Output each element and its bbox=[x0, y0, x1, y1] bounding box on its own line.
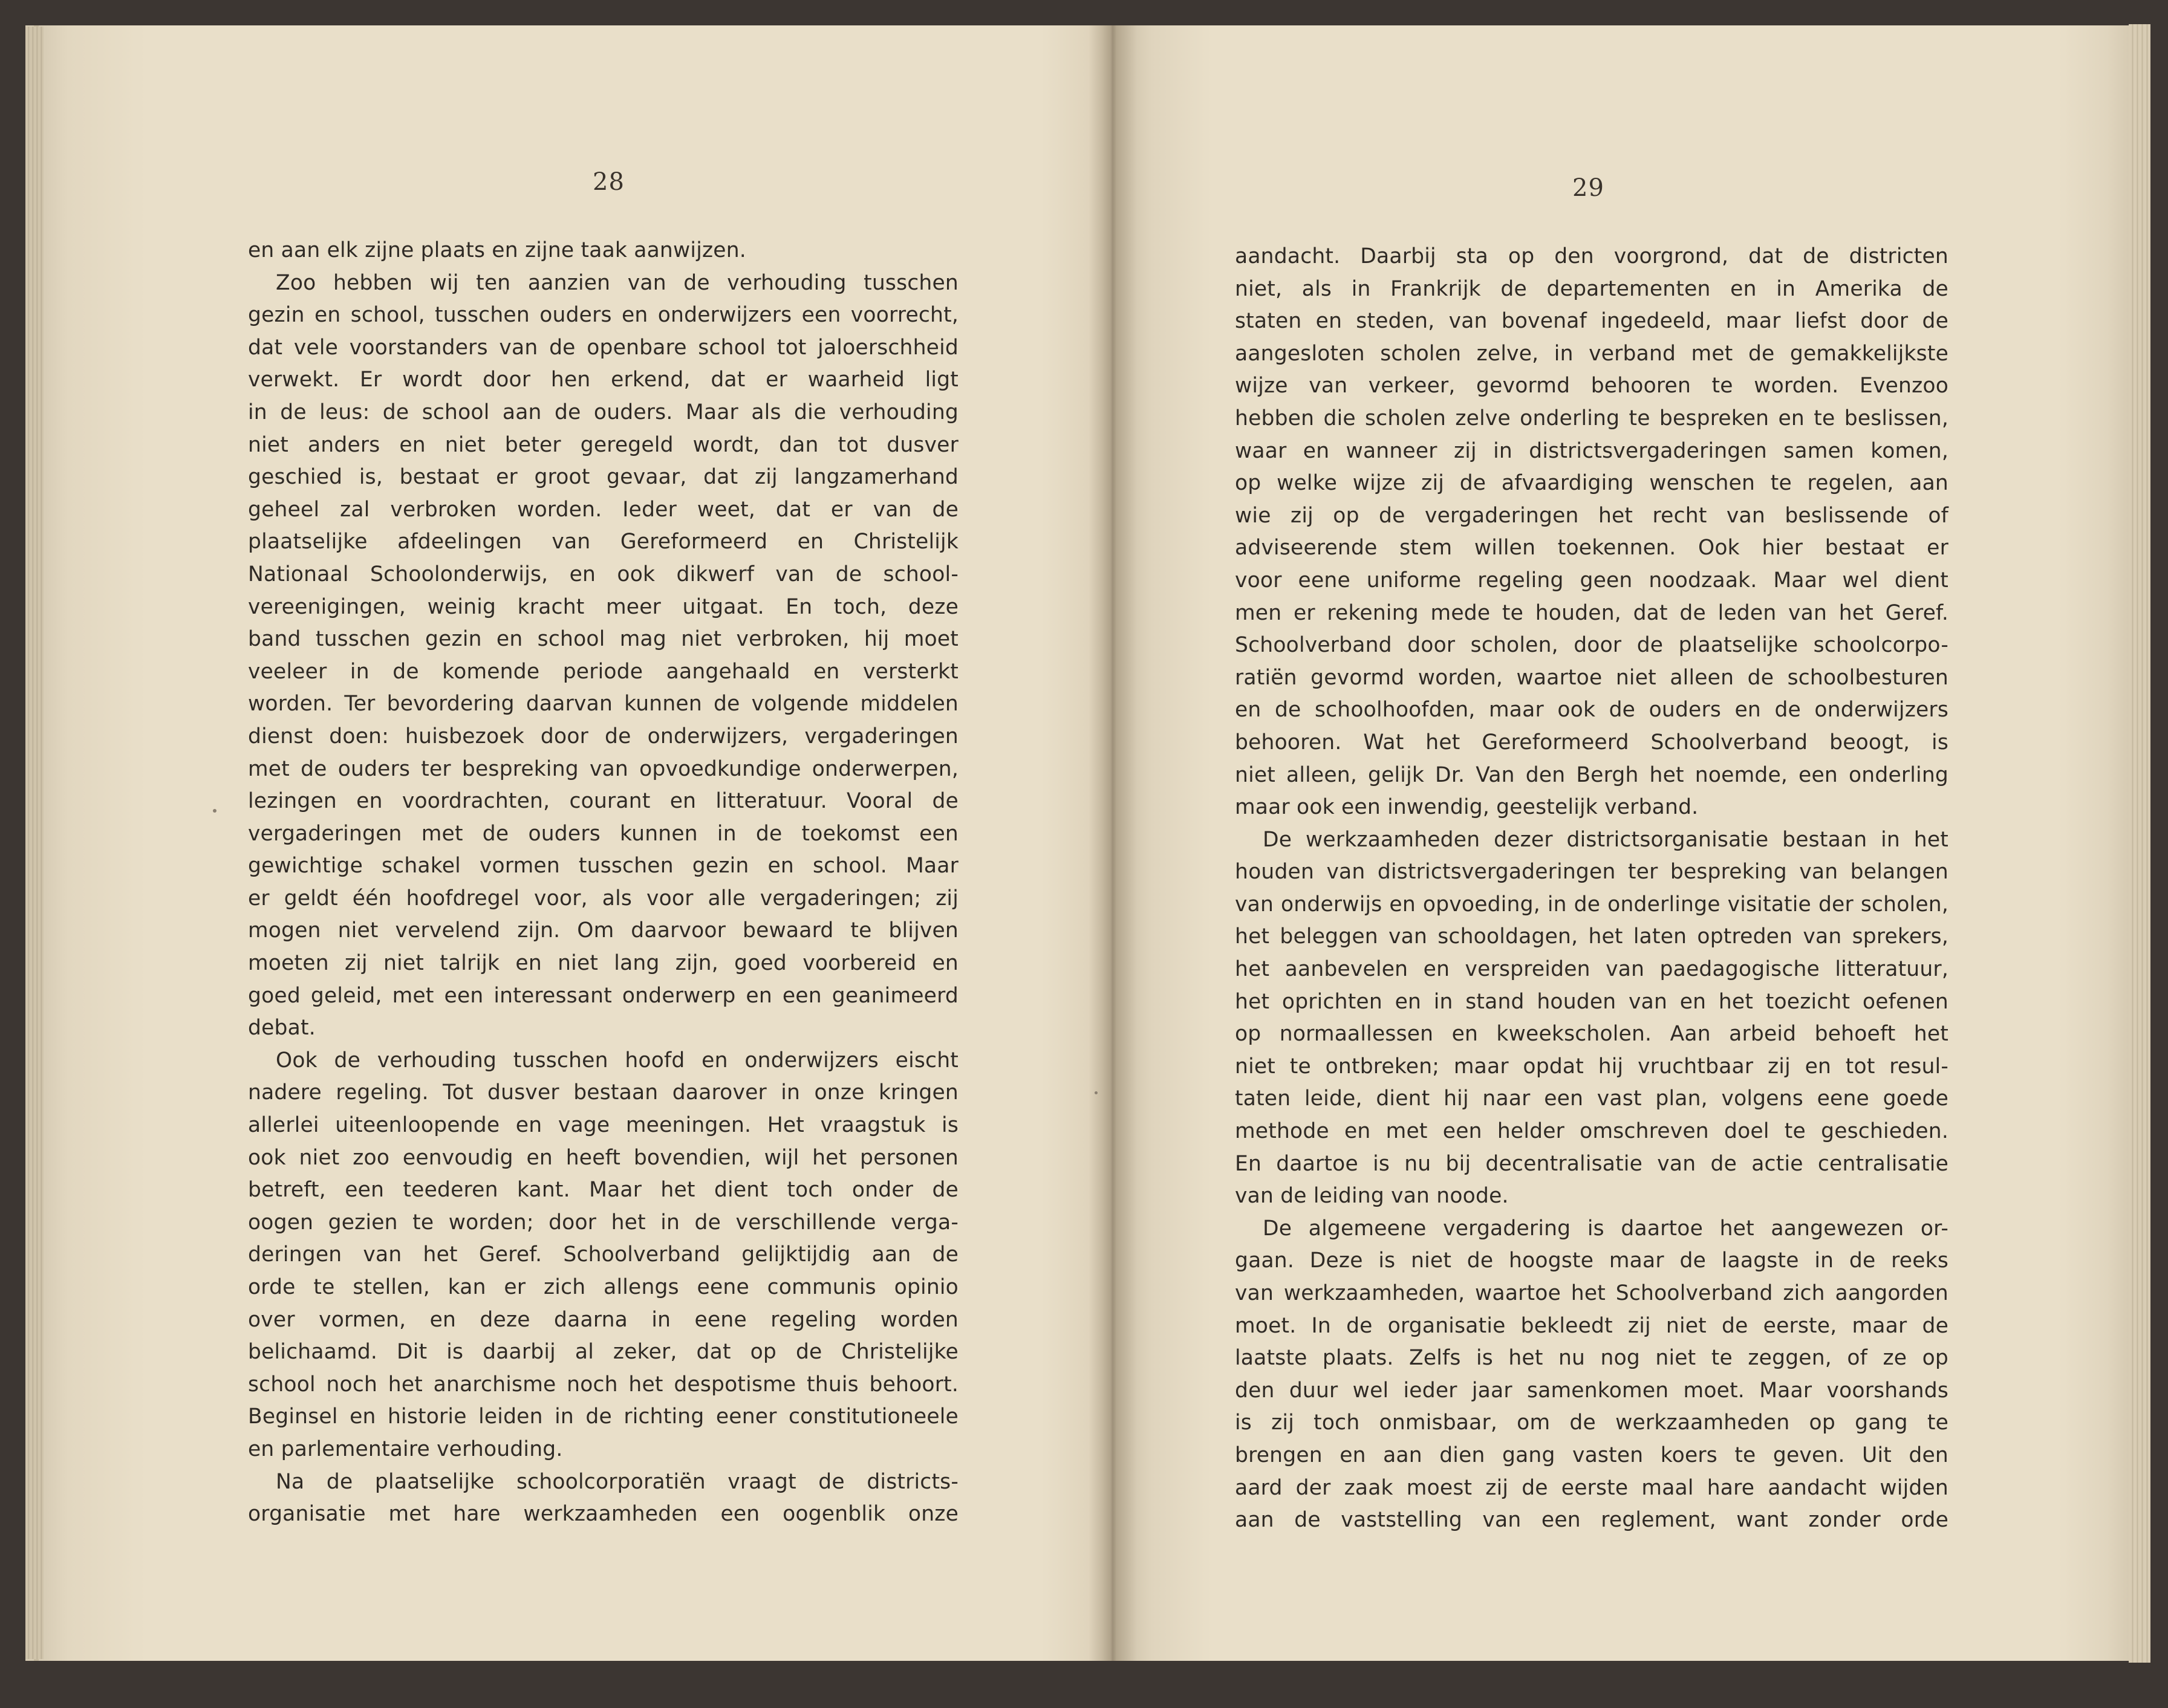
text-line: Nationaal Schoolonderwijs, en ook dikwerf van de school- bbox=[248, 562, 959, 586]
text-line: over vormen, en deze daarna in eene regeling worden bbox=[248, 1307, 959, 1332]
text-line: vergaderingen met de ouders kunnen in de toekomst een bbox=[248, 821, 959, 846]
text-line: brengen en aan dien gang vasten koers te geven. Uit den bbox=[1235, 1443, 1948, 1467]
left-page-edges bbox=[25, 27, 44, 1659]
text-line: gaan. Deze is niet de hoogste maar de laagste in de reeks bbox=[1235, 1249, 1948, 1273]
left-page-text bbox=[248, 235, 959, 1531]
right-page-number: 29 bbox=[1572, 174, 1604, 202]
text-line: worden. Ter bevordering daarvan kunnen de volgende middelen bbox=[248, 692, 959, 716]
text-line: gewichtige schakel vormen tusschen gezin en school. Maar bbox=[248, 854, 959, 878]
text-line: nadere regeling. Tot dusver bestaan daarover in onze kringen bbox=[248, 1080, 959, 1105]
text-line: lezingen en voordrachten, courant en litteratuur. Vooral de bbox=[248, 789, 959, 814]
text-line: men er rekening mede te houden, dat de leden van het Geref. bbox=[1235, 600, 1948, 625]
book-gutter bbox=[1089, 25, 1137, 1661]
text-line: het aanbevelen en verspreiden van paedagogische litteratuur, bbox=[1235, 957, 1948, 982]
text-line: en aan elk zijne plaats en zijne taak aanwijzen. bbox=[248, 238, 746, 262]
text-line: mogen niet vervelend zijn. Om daarvoor bewaard te blijven bbox=[248, 918, 959, 943]
text-line: hebben die scholen zelve onderling te bespreken en te beslissen, bbox=[1235, 406, 1948, 430]
text-line: den duur wel ieder jaar samenkomen moet. Maar voorshands bbox=[1235, 1378, 1948, 1403]
text-line: belichaamd. Dit is daarbij al zeker, dat op de Christelijke bbox=[248, 1340, 959, 1365]
text-line: aan de vaststelling van een reglement, want zonder orde bbox=[1235, 1508, 1948, 1533]
text-line: Schoolverband door scholen, door de plaatselijke schoolcorpo- bbox=[1235, 633, 1948, 658]
text-line: en parlementaire verhouding. bbox=[248, 1437, 563, 1461]
text-line: De algemeene vergadering is daartoe het aangewezen or- bbox=[1263, 1216, 1948, 1241]
text-line: debat. bbox=[248, 1016, 316, 1041]
text-line: aard der zaak moest zij de eerste maal hare aandacht wijden bbox=[1235, 1475, 1948, 1500]
text-line: dienst doen: huisbezoek door de onderwijzers, vergaderingen bbox=[248, 724, 959, 748]
text-line: met de ouders ter bespreking van opvoedkundige onderwerpen, bbox=[248, 756, 959, 781]
text-line: is zij toch onmisbaar, om de werkzaamheden op gang te bbox=[1235, 1411, 1948, 1435]
text-line: taten leide, dient hij naar een vast plan, volgens eene goede bbox=[1235, 1086, 1948, 1111]
text-line: school noch het anarchisme noch het despotisme thuis behoort. bbox=[248, 1372, 959, 1397]
text-line: betreft, een teederen kant. Maar het dient toch onder de bbox=[248, 1178, 959, 1203]
text-line: vereenigingen, weinig kracht meer uitgaat. En toch, deze bbox=[248, 594, 959, 619]
text-line: allerlei uiteenloopende en vage meeningen. Het vraagstuk is bbox=[248, 1113, 959, 1138]
text-line: adviseerende stem willen toekennen. Ook hier bestaat er bbox=[1235, 536, 1948, 560]
text-line: van werkzaamheden, waartoe het Schoolverband zich aangorden bbox=[1235, 1281, 1948, 1305]
text-line: wijze van verkeer, gevormd behooren te worden. Evenzoo bbox=[1235, 374, 1948, 398]
ink-speck bbox=[1095, 1091, 1098, 1094]
text-line: veeleer in de komende periode aangehaald en versterkt bbox=[248, 659, 959, 684]
text-line: dat vele voorstanders van de openbare school tot jaloerschheid bbox=[248, 335, 959, 360]
text-line: niet alleen, gelijk Dr. Van den Bergh het noemde, een onderling bbox=[1235, 762, 1948, 787]
text-line: Beginsel en historie leiden in de richting eener constitutioneele bbox=[248, 1404, 959, 1429]
right-page-text bbox=[1235, 241, 1948, 1537]
right-page-edges bbox=[2129, 24, 2150, 1663]
text-line: in de leus: de school aan de ouders. Maar als die verhouding bbox=[248, 400, 959, 424]
text-line: orde te stellen, kan er zich allengs eene communis opinio bbox=[248, 1275, 959, 1299]
text-line: ratiën gevormd worden, waartoe niet alleen de schoolbesturen bbox=[1235, 665, 1948, 690]
text-line: En daartoe is nu bij decentralisatie van de actie centralisatie bbox=[1235, 1151, 1948, 1176]
text-line: het beleggen van schooldagen, het laten optreden van sprekers, bbox=[1235, 924, 1948, 949]
text-line: op normaallessen en kweekscholen. Aan arbeid behoeft het bbox=[1235, 1022, 1948, 1047]
text-line: op welke wijze zij de afvaardiging wenschen te regelen, aan bbox=[1235, 471, 1948, 496]
text-line: van onderwijs en opvoeding, in de onderlinge visitatie der scholen, bbox=[1235, 892, 1948, 917]
text-line: band tusschen gezin en school mag niet verbroken, hij moet bbox=[248, 627, 959, 652]
text-line: wie zij op de vergaderingen het recht van beslissende of bbox=[1235, 503, 1948, 528]
text-line: van de leiding van noode. bbox=[1235, 1184, 1509, 1209]
text-line: geschied is, bestaat er groot gevaar, dat zij langzamerhand bbox=[248, 465, 959, 490]
text-line: gezin en school, tusschen ouders en onderwijzers een voorrecht, bbox=[248, 303, 959, 328]
text-line: niet anders en niet beter geregeld wordt, dan tot dusver bbox=[248, 432, 959, 457]
text-line: waar en wanneer zij in districtsvergaderingen samen komen, bbox=[1235, 438, 1948, 463]
text-line: en de schoolhoofden, maar ook de ouders en de onderwijzers bbox=[1235, 698, 1948, 722]
text-line: Ook de verhouding tusschen hoofd en onderwijzers eischt bbox=[276, 1048, 959, 1073]
ink-speck bbox=[213, 809, 216, 813]
text-line: De werkzaamheden dezer districtsorganisatie bestaan in het bbox=[1263, 827, 1948, 852]
text-line: oogen gezien te worden; door het in de verschillende verga- bbox=[248, 1210, 959, 1235]
text-line: Zoo hebben wij ten aanzien van de verhouding tusschen bbox=[276, 270, 959, 295]
text-line: laatste plaats. Zelfs is het nu nog niet te zeggen, of ze op bbox=[1235, 1346, 1948, 1371]
text-line: moeten zij niet talrijk en niet lang zijn, goed voorbereid en bbox=[248, 951, 959, 976]
text-line: deringen van het Geref. Schoolverband gelijktijdig aan de bbox=[248, 1242, 959, 1267]
text-line: staten en steden, van bovenaf ingedeeld, maar liefst door de bbox=[1235, 309, 1948, 334]
text-line: er geldt één hoofdregel voor, als voor alle vergaderingen; zij bbox=[248, 886, 959, 911]
text-line: moet. In de organisatie bekleedt zij niet de eerste, maar de bbox=[1235, 1313, 1948, 1338]
text-line: maar ook een inwendig, geestelijk verband. bbox=[1235, 795, 1699, 820]
text-line: niet, als in Frankrijk de departementen en in Amerika de bbox=[1235, 276, 1948, 301]
text-line: geheel zal verbroken worden. Ieder weet, dat er van de bbox=[248, 497, 959, 522]
text-line: plaatselijke afdeelingen van Gereformeerd en Christelijk bbox=[248, 530, 959, 554]
text-line: aangesloten scholen zelve, in verband met de gemakkelijkste bbox=[1235, 341, 1948, 366]
text-line: aandacht. Daarbij sta op den voorgrond, dat de districten bbox=[1235, 244, 1948, 268]
text-line: methode en met een helder omschreven doel te geschieden. bbox=[1235, 1119, 1948, 1144]
text-line: voor eene uniforme regeling geen noodzaak. Maar wel dient bbox=[1235, 568, 1948, 593]
text-line: organisatie met hare werkzaamheden een oogenblik onze bbox=[248, 1502, 959, 1527]
text-line: het oprichten en in stand houden van en het toezicht oefenen bbox=[1235, 989, 1948, 1014]
text-line: ook niet zoo eenvoudig en heeft bovendien, wijl het personen bbox=[248, 1145, 959, 1170]
text-line: houden van districtsvergaderingen ter bespreking van belangen bbox=[1235, 860, 1948, 885]
text-line: Na de plaatselijke schoolcorporatiën vraagt de districts- bbox=[276, 1469, 959, 1494]
text-line: goed geleid, met een interessant onderwerp en een geanimeerd bbox=[248, 983, 959, 1008]
text-line: niet te ontbreken; maar opdat hij vruchtbaar zij en tot resul- bbox=[1235, 1054, 1948, 1079]
text-line: verwekt. Er wordt door hen erkend, dat er waarheid ligt bbox=[248, 368, 959, 392]
text-line: behooren. Wat het Gereformeerd Schoolverband beoogt, is bbox=[1235, 730, 1948, 755]
left-page-number: 28 bbox=[593, 168, 625, 196]
